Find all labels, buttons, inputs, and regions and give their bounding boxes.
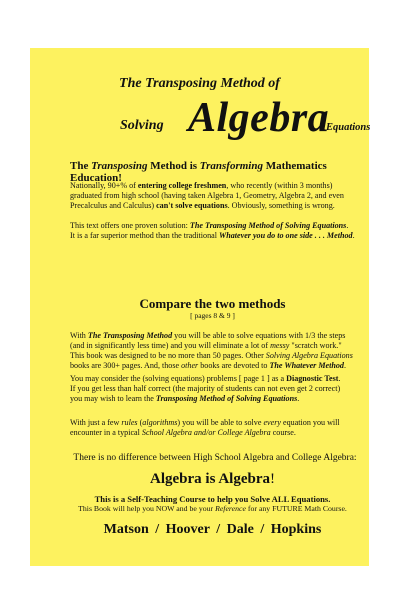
text-span: you may wish to learn the (70, 393, 156, 403)
title-solving: Solving (120, 118, 164, 133)
text-span: rules (121, 418, 138, 427)
paragraph-diagnostic (70, 374, 355, 404)
text-span: equation you will (281, 418, 340, 427)
text-span: algorithms (142, 418, 178, 427)
text-span: . (346, 221, 349, 230)
paragraph-statistics (70, 181, 355, 211)
text-span: you will be able to solve equations with 1/3 the steps (172, 331, 346, 340)
text-span: This text offers one proven solution: (70, 221, 190, 230)
tagline-part: The (70, 160, 92, 172)
text-span: other (181, 360, 199, 370)
text-span: The Whatever Method (269, 360, 344, 370)
text-span: . (297, 393, 300, 403)
text-span: Reference (215, 504, 246, 513)
text-span: The Transposing Method of Solving Equations (189, 221, 347, 230)
text-span: The Transposing Method (87, 331, 173, 340)
text-span: This Book will help you NOW and be your (78, 504, 216, 513)
text-line: graduated from high school (having taken Algebra 1, Geometry, Algebra 2, and even (70, 190, 344, 200)
algebra-is-algebra (70, 471, 355, 488)
text-span: can't solve equations (156, 200, 228, 210)
title-algebra: Algebra (188, 95, 330, 141)
paragraph-rules (70, 418, 355, 438)
compare-pages: [ pages 8 & 9 ] (190, 311, 235, 320)
text-span: books are 300+ pages. And, those (70, 360, 182, 370)
self-teaching-line: This is a Self-Teaching Course to help you Solve ALL Equations. (94, 494, 331, 504)
text-span: Diagnostic Test (286, 374, 339, 383)
tagline-part: Transforming (199, 160, 263, 172)
text-span: entering college freshmen (137, 181, 227, 190)
no-difference-statement: There is no difference between High School Algebra and College Algebra: (73, 453, 357, 463)
text-span: "scratch work." (289, 340, 342, 350)
text-span: It is a far superior method than the traditional (70, 230, 220, 240)
text-span: . (352, 230, 355, 240)
tagline-part: Transposing (91, 160, 148, 172)
text-span: . (343, 360, 347, 370)
text-span: for any FUTURE Math Course. (245, 504, 347, 513)
text-span: Precalculus and Calculus) (70, 200, 157, 210)
book-cover (30, 48, 369, 566)
text-span: every (263, 418, 281, 427)
text-span: Whatever you do to one side . . . Method (219, 230, 353, 240)
tagline-part: Method is (147, 160, 200, 172)
text-span: ) you will be able to solve (177, 418, 264, 427)
text-span: (and in significantly less time) and you will eliminate a lot of (70, 340, 271, 350)
text-span: You may consider the (solving equations) problems [ page 1 ] as a (70, 374, 287, 383)
text-span: messy (270, 340, 290, 350)
title-equations: Equations (326, 122, 371, 133)
text-span: . (338, 374, 341, 383)
text-line: If you get less than half correct (the majority of students can not even get 2 correct) (70, 383, 341, 393)
text-span: books are devoted to (198, 360, 270, 370)
text-span: , who recently (within 3 months) (226, 181, 333, 190)
text-span: ! (270, 471, 275, 487)
text-span: Algebra is Algebra (150, 471, 270, 487)
text-span: Solving Algebra Equations (265, 350, 353, 360)
text-span: This book was designed to be no more than 50 pages. Other (70, 350, 266, 360)
text-span: course. (270, 427, 296, 437)
text-span: With just a few (70, 418, 122, 427)
paragraph-method (70, 331, 355, 371)
text-span: Transposing Method of Solving Equations (155, 393, 298, 403)
tagline-part: Mathematics Education! (70, 160, 327, 184)
title-line-1: The Transposing Method of (119, 76, 280, 91)
reference-line (70, 504, 355, 513)
text-span: With (70, 331, 88, 340)
text-span: ( (137, 418, 143, 427)
text-span: encounter in a typical (70, 427, 142, 437)
title-main-row (78, 95, 371, 142)
authors: Matson / Hoover / Dale / Hopkins (103, 522, 322, 537)
text-span: Nationally, 90+% of (70, 181, 138, 190)
text-span: School Algebra and/or College Algebra (141, 427, 271, 437)
paragraph-solution (70, 221, 355, 241)
text-span: . Obviously, something is wrong. (227, 200, 335, 210)
compare-heading: Compare the two methods (139, 296, 286, 311)
